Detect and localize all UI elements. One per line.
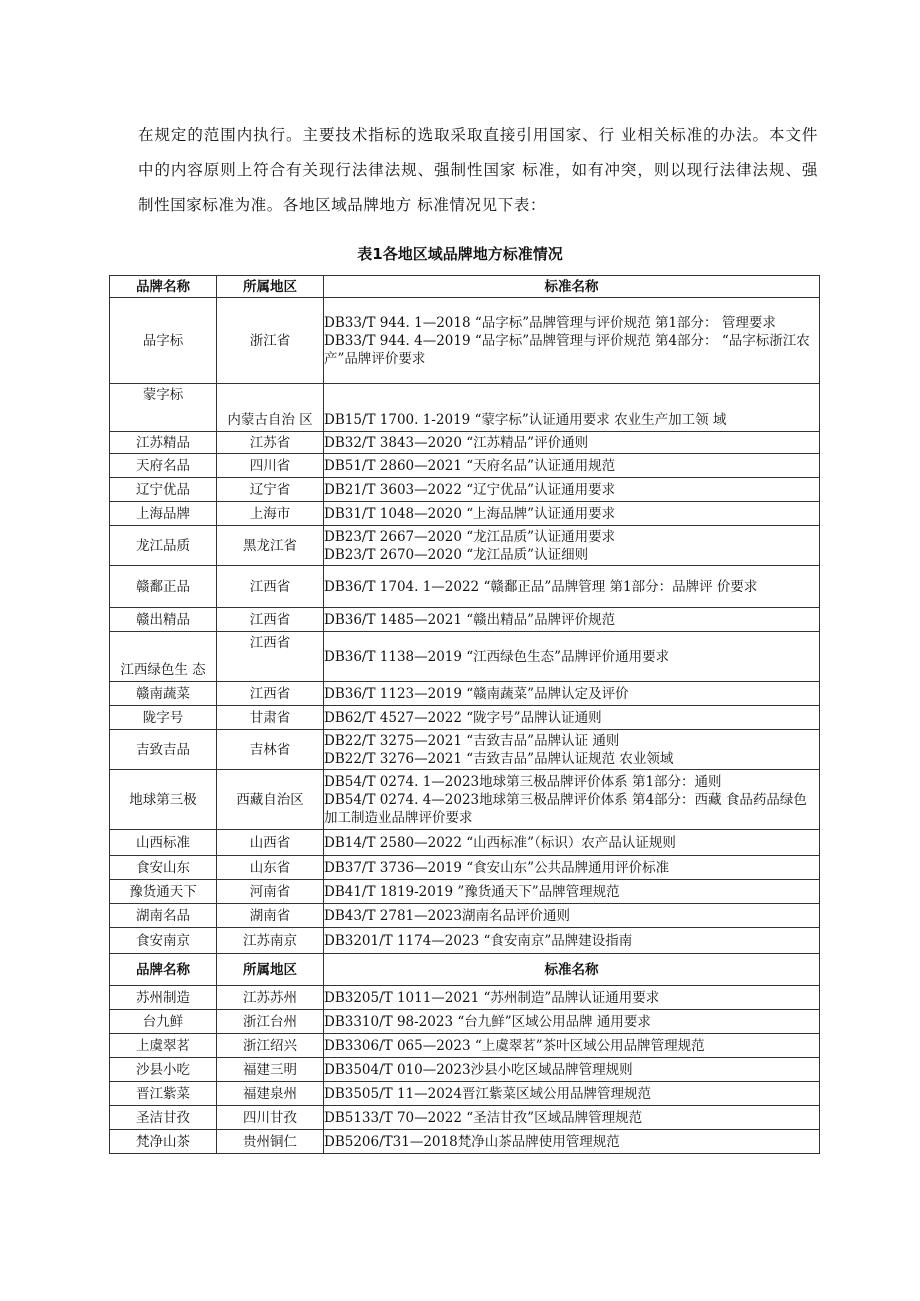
standard-name: DB3505/T 11—2024晋江紫菜区域公用品牌管理规范 [324,1085,651,1102]
standard-name: DB14/T 2580—2022 “山西标准”（标识）农产品认证规则 [324,834,676,851]
table-row [110,502,820,526]
standard-cell [324,608,820,632]
table-row [110,454,820,478]
standard-cell [324,1034,820,1058]
table-row [110,526,820,566]
region-cell: 黑龙江省 [217,526,324,566]
brand-cell: 食安南京 [110,928,217,954]
standard-name: DB33/T 944. 1—2018 “品字标”品牌管理与评价规范 第1部分： 管理要求 [324,314,776,331]
brand-cell: 台九鲜 [110,1010,217,1034]
table-row [110,1058,820,1082]
brand-cell: 龙江品质 [110,526,217,566]
table-row [110,928,820,954]
standard-name: DB54/T 0274. 1—2023地球第三极品牌评价体系 第1部分：通则 [324,773,722,790]
brand-cell: 圣洁甘孜 [110,1106,217,1130]
brand-cell: 晋江紫菜 [110,1082,217,1106]
table-row [110,1106,820,1130]
region-cell: 四川甘孜 [217,1106,324,1130]
standard-name: DB3201/T 1174—2023 “食安南京”品牌建设指南 [324,932,633,949]
standard-cell [324,478,820,502]
standard-name: DB22/T 3276—2021 “吉致吉品”品牌认证规范 农业领域 [324,750,674,767]
standard-name: DB5206/T31—2018梵净山茶品牌使用管理规范 [324,1133,620,1150]
region-cell: 江苏省 [217,432,324,454]
table-row [110,682,820,706]
standard-name: DB22/T 3275—2021 “吉致吉品”品牌认证 通则 [324,732,620,749]
region-cell: 浙江省 [217,298,324,384]
standard-cell [324,770,820,830]
standard-name: DB36/T 1138—2019 “江西绿色生态”品牌评价通用要求 [324,648,670,665]
brand-cell: 品字标 [110,298,217,384]
standard-cell [324,706,820,730]
brand-cell: 辽宁优品 [110,478,217,502]
standard-cell [324,730,820,770]
brand-cell: 陇字号 [110,706,217,730]
standard-name: DB3504/T 010—2023沙县小吃区域品牌管理规则 [324,1061,633,1078]
standard-cell [324,298,820,384]
standard-name: DB21/T 3603—2022 “辽宁优品”认证通用要求 [324,481,616,498]
standard-name: DB3205/T 1011—2021 “苏州制造”品牌认证通用要求 [324,989,660,1006]
table-title: 表1各地区域品牌地方标准情况 [357,245,563,263]
brand-cell: 赣出精品 [110,608,217,632]
region-cell: 江西省 [217,566,324,608]
brand-cell: 梵净山茶 [110,1130,217,1154]
region-cell: 上海市 [217,502,324,526]
standard-name: DB62/T 4527—2022 “陇字号”品牌认证通则 [324,709,602,726]
standard-cell [324,830,820,856]
table-row [110,1034,820,1058]
standards-table [109,275,820,1154]
region-cell: 山东省 [217,856,324,880]
standard-cell [324,682,820,706]
region-cell: 江西省 [217,608,324,632]
brand-cell: 食安山东 [110,856,217,880]
header-brand: 品牌名称 [110,276,217,298]
table-row [110,432,820,454]
region-cell: 西藏自治区 [217,770,324,830]
region-cell: 内蒙古自治 区 [217,384,324,432]
table-header-row [110,276,820,298]
header-region: 所属地区 [217,954,324,986]
region-cell: 江西省 [217,682,324,706]
region-cell: 河南省 [217,880,324,904]
region-cell: 福建泉州 [217,1082,324,1106]
standard-name: DB36/T 1123—2019 “赣南蔬菜”品牌认定及评价 [324,685,629,702]
header-region: 所属地区 [217,276,324,298]
table-row [110,904,820,928]
table-row [110,706,820,730]
standard-name: DB3310/T 98-2023 “台九鲜”区域公用品牌 通用要求 [324,1013,651,1030]
table-header-row [110,954,820,986]
brand-cell: 赣鄱正品 [110,566,217,608]
standard-cell [324,384,820,432]
standard-cell [324,986,820,1010]
region-cell: 江苏南京 [217,928,324,954]
table-row [110,298,820,384]
standard-cell [324,632,820,682]
region-cell: 福建三明 [217,1058,324,1082]
standard-name: DB33/T 944. 4—2019 “品字标”品牌管理与评价规范 第4部分： “品字标浙江农产”品牌评价要求 [324,332,810,367]
standard-cell [324,1082,820,1106]
standard-cell [324,1106,820,1130]
standard-cell [324,1058,820,1082]
region-cell: 浙江绍兴 [217,1034,324,1058]
table-row [110,830,820,856]
region-cell: 江苏苏州 [217,986,324,1010]
brand-cell: 吉致吉品 [110,730,217,770]
brand-cell: 地球第三极 [110,770,217,830]
region-cell: 贵州铜仁 [217,1130,324,1154]
table-row [110,770,820,830]
region-cell: 吉林省 [217,730,324,770]
table-row [110,478,820,502]
brand-cell: 豫货通天下 [110,880,217,904]
standard-name: DB5133/T 70—2022 “圣洁甘孜”区域品牌管理规范 [324,1109,643,1126]
brand-cell: 江西绿色生 态 [110,632,217,682]
brand-cell: 蒙字标 [110,384,217,432]
brand-cell: 沙县小吃 [110,1058,217,1082]
standard-name: DB36/T 1485—2021 “赣出精品”品牌评价规范 [324,611,616,628]
intro-paragraph: 在规定的范围内执行。主要技术指标的选取采取直接引用国家、行 业相关标准的办法。本文件中的内容原则上符合有关现行法律法规、强制性国家 标准，如有冲突，则以现行法律法规、强制性国家标准为准。各地区域品牌地方 标准情况见下表： [138,126,818,214]
header-brand: 品牌名称 [110,954,217,986]
brand-cell: 湖南名品 [110,904,217,928]
standard-cell [324,856,820,880]
region-cell: 四川省 [217,454,324,478]
standard-name: DB54/T 0274. 4—2023地球第三极品牌评价体系 第4部分：西藏 食品药品绿色加工制造业品牌评价要求 [324,791,807,826]
standard-name: DB23/T 2670—2020 “龙江品质”认证细则 [324,546,589,563]
brand-cell: 上虞翠茗 [110,1034,217,1058]
standard-name: DB51/T 2860—2021 “天府名品”认证通用规范 [324,457,616,474]
standard-cell [324,1010,820,1034]
standard-cell [324,880,820,904]
standard-name: DB37/T 3736—2019 “食安山东”公共品牌通用评价标准 [324,859,670,876]
table-row [110,384,820,432]
standard-name: DB36/T 1704. 1—2022 “赣鄱正品”品牌管理 第1部分：品牌评 价要求 [324,578,758,595]
table-row [110,880,820,904]
standard-name: DB15/T 1700. 1-2019 “蒙字标”认证通用要求 农业生产加工领 域 [324,412,727,428]
region-cell: 辽宁省 [217,478,324,502]
table-row [110,1130,820,1154]
region-cell: 浙江台州 [217,1010,324,1034]
standard-cell [324,566,820,608]
table-row [110,608,820,632]
brand-cell: 天府名品 [110,454,217,478]
standard-name: DB31/T 1048—2020 “上海品牌”认证通用要求 [324,505,616,522]
standard-name: DB32/T 3843—2020 “江苏精品”评价通则 [324,434,589,451]
standard-name: DB43/T 2781—2023湖南名品评价通则 [324,907,570,924]
standard-cell [324,904,820,928]
table-row [110,730,820,770]
standard-name: DB23/T 2667—2020 “龙江品质”认证通用要求 [324,528,616,545]
table-row [110,632,820,682]
brand-cell: 上海品牌 [110,502,217,526]
standard-name: DB3306/T 065—2023 “上虞翠茗”茶叶区域公用品牌管理规范 [324,1037,705,1054]
standard-cell [324,526,820,566]
standard-cell [324,928,820,954]
brand-cell: 江苏精品 [110,432,217,454]
header-standard: 标准名称 [324,276,820,298]
region-cell: 山西省 [217,830,324,856]
table-row [110,1010,820,1034]
standard-cell [324,454,820,478]
brand-cell: 苏州制造 [110,986,217,1010]
brand-cell: 赣南蔬菜 [110,682,217,706]
region-cell: 江西省 [217,632,324,682]
table-row [110,1082,820,1106]
table-row [110,566,820,608]
standard-cell [324,502,820,526]
standard-name: DB41/T 1819-2019 ”豫货通天下”品牌管理规范 [324,883,620,900]
region-cell: 湖南省 [217,904,324,928]
header-standard: 标准名称 [324,954,820,986]
table-row [110,856,820,880]
standard-cell [324,432,820,454]
brand-cell: 山西标准 [110,830,217,856]
table-row [110,986,820,1010]
region-cell: 甘肃省 [217,706,324,730]
standard-cell [324,1130,820,1154]
